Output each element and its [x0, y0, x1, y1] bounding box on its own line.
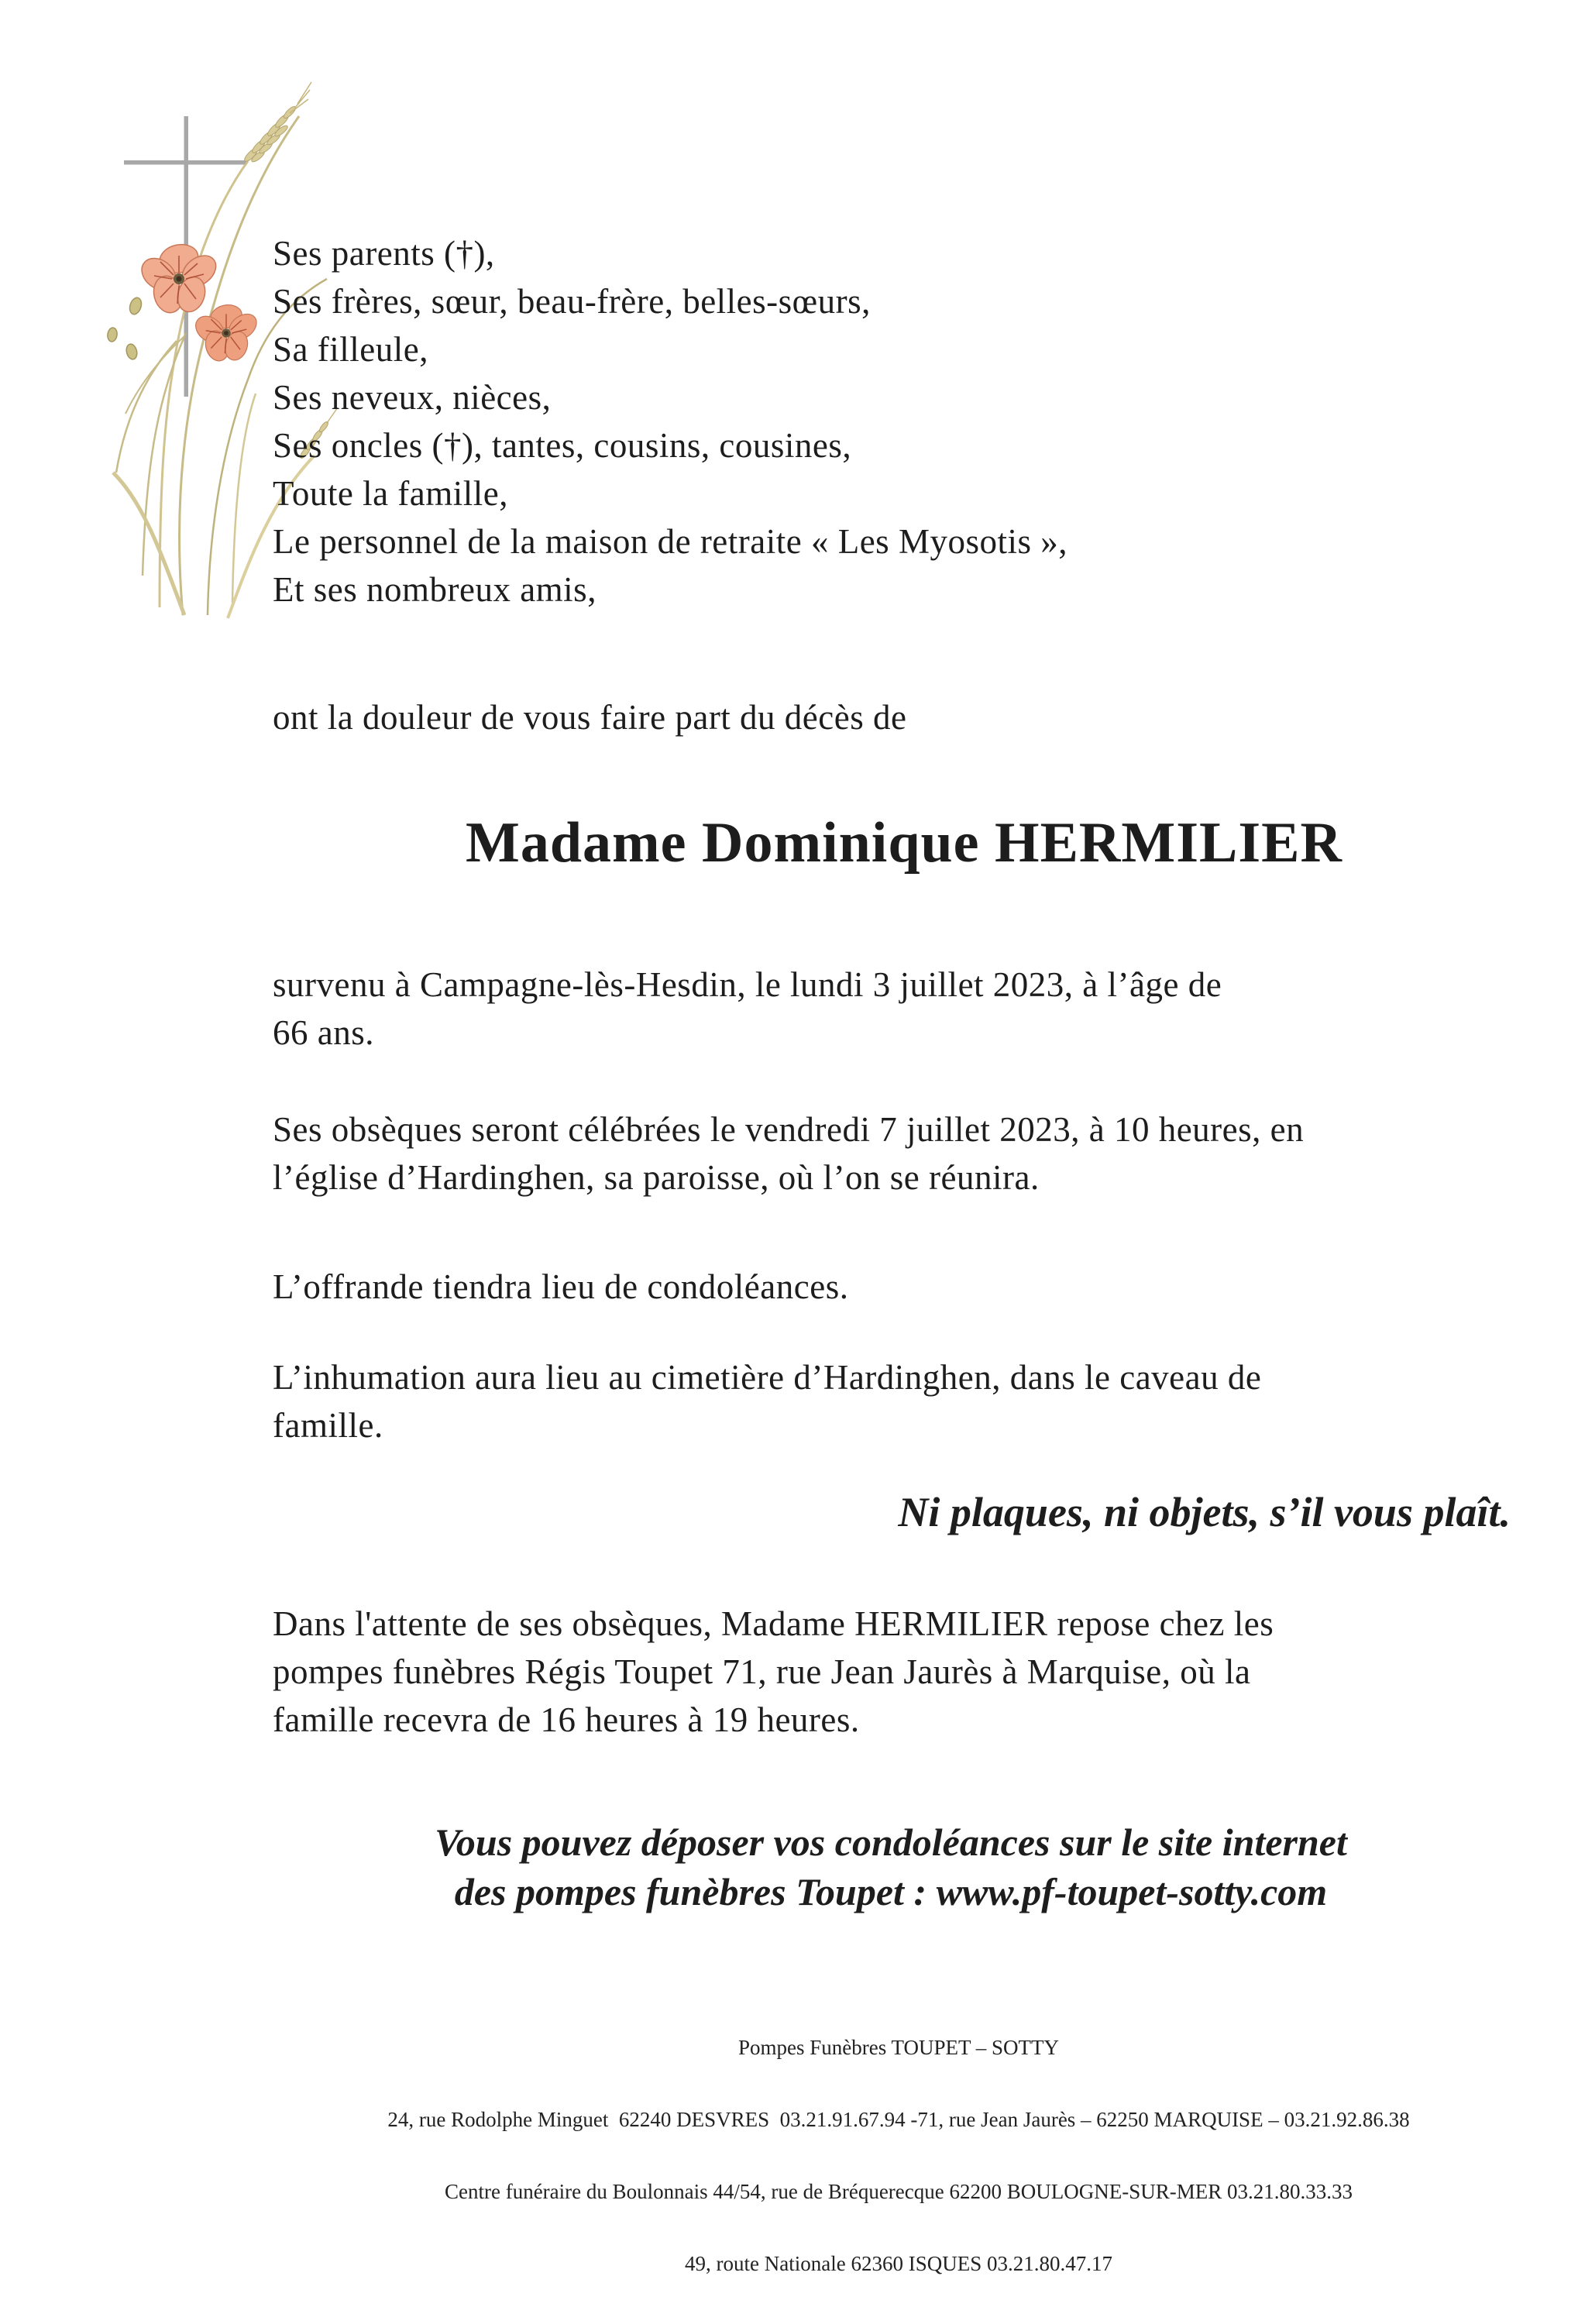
announcement-intro: ont la douleur de vous faire part du décès de: [273, 698, 907, 737]
family-line: Ses frères, sœur, beau-frère, belles-sœurs,: [273, 282, 871, 321]
funeral-home-address: 49, route Nationale 62360 ISQUES 03.21.80.47.17: [685, 2252, 1112, 2275]
no-plaques-request: Ni plaques, ni objets, s’il vous plaît.: [898, 1489, 1511, 1535]
family-line: Sa filleule,: [273, 330, 428, 369]
repose-line: pompes funèbres Régis Toupet 71, rue Jean Jaurès à Marquise, où la: [273, 1652, 1251, 1691]
funeral-line: Ses obsèques seront célébrées le vendredi 7 juillet 2023, à 10 heures, en: [273, 1110, 1305, 1149]
death-details: [273, 961, 1222, 1057]
family-line: Toute la famille,: [273, 474, 508, 513]
funeral-home-name: Pompes Funèbres TOUPET – SOTTY: [737, 2036, 1060, 2059]
death-line: survenu à Campagne-lès-Hesdin, le lundi 3 juillet 2023, à l’âge de: [273, 965, 1222, 1004]
funeral-details: [273, 1105, 1304, 1202]
condolences-line: des pompes funèbres Toupet : www.pf-toupet-sotty.com: [454, 1870, 1328, 1913]
condolences-line: Vous pouvez déposer vos condoléances sur le site internet: [435, 1820, 1347, 1864]
burial-line: famille.: [273, 1406, 383, 1445]
burial-details: [273, 1353, 1261, 1449]
deceased-name: Madame Dominique HERMILIER: [466, 811, 1343, 875]
funeral-line: l’église d’Hardinghen, sa paroisse, où l’on se réunira.: [273, 1158, 1040, 1197]
family-line: Ses neveux, nièces,: [273, 378, 552, 417]
poppy-flower-icon: [191, 302, 261, 363]
repose-line: famille recevra de 16 heures à 19 heures.: [273, 1700, 860, 1739]
family-line: Ses parents (†),: [273, 234, 495, 273]
funeral-home-address: Centre funéraire du Boulonnais 44/54, rue de Bréquerecque 62200 BOULOGNE-SUR-MER 03.21.80.33.33: [444, 2180, 1353, 2203]
family-list: [273, 229, 1067, 614]
repose-line: Dans l'attente de ses obsèques, Madame HERMILIER repose chez les: [273, 1604, 1274, 1643]
funeral-home-footer: [201, 1988, 1578, 2324]
family-line: Ses oncles (†), tantes, cousins, cousines,: [273, 426, 852, 465]
online-condolences-note: [273, 1817, 1509, 1917]
repose-details: [273, 1600, 1274, 1744]
poppy-buds: [107, 296, 143, 360]
offering-note: L’offrande tiendra lieu de condoléances.: [273, 1267, 849, 1306]
poppy-flower-icon: [136, 241, 222, 316]
burial-line: L’inhumation aura lieu au cimetière d’Hardinghen, dans le caveau de: [273, 1358, 1262, 1397]
funeral-home-address: 24, rue Rodolphe Minguet 62240 DESVRES 03.21.91.67.94 -71, rue Jean Jaurès – 62250 MARQUISE – 03.21.92.86.38: [387, 2108, 1410, 2131]
death-line: 66 ans.: [273, 1013, 374, 1052]
family-line: Le personnel de la maison de retraite « Les Myosotis »,: [273, 522, 1067, 561]
family-line: Et ses nombreux amis,: [273, 570, 596, 609]
